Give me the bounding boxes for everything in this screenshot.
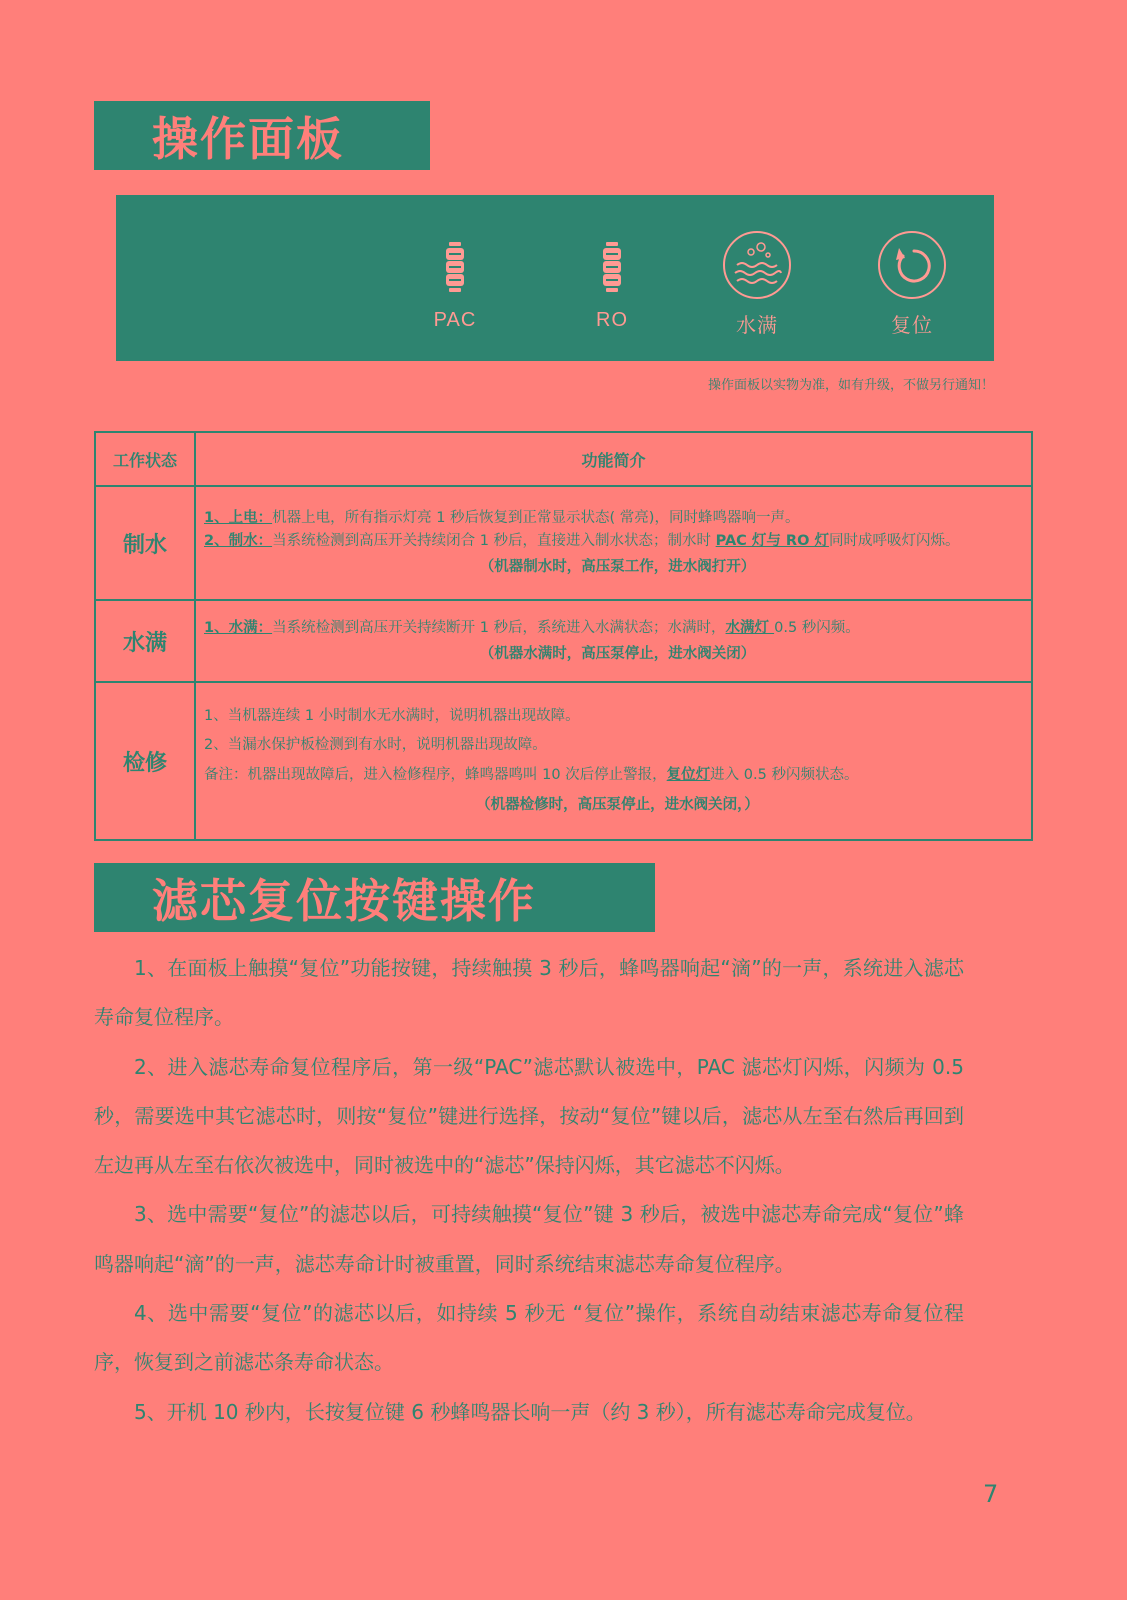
desc-line [204, 507, 1031, 529]
desc-text: 进入 0.5 秒闪频状态。 [710, 767, 859, 783]
desc-line [204, 617, 1031, 639]
reset-icon [852, 229, 972, 301]
desc-emphasis: 复位灯 [666, 767, 711, 783]
section-title-operation-panel [94, 101, 430, 170]
panel-label-pac: PAC [433, 309, 477, 331]
desc-emphasis: 水满灯 [725, 619, 775, 636]
desc-note: （机器制水时，高压泵工作，进水阀打开） [479, 559, 756, 576]
instruction-paragraph: 5、开机 10 秒内，长按复位键 6 秒蜂鸣器长响一声（约 3 秒），所有滤芯寿命完成复位。 [134, 1399, 926, 1424]
desc-label: 1、上电： [204, 510, 273, 527]
section-title-filter-reset [94, 863, 655, 932]
panel-item-water-full[interactable] [697, 195, 817, 361]
desc-label: 1、水满： [204, 619, 273, 636]
panel-item-reset[interactable] [852, 195, 972, 361]
desc-maintenance [195, 682, 1032, 840]
filter-indicator-icon [395, 229, 515, 301]
desc-text: 同时成呼吸灯闪烁。 [828, 532, 960, 549]
status-table [94, 431, 1033, 841]
water-full-icon [697, 229, 817, 301]
panel-disclaimer: 操作面板以实物为准，如有升级，不做另行通知！ [707, 378, 994, 393]
table-header-desc: 功能简介 [195, 432, 1032, 486]
table-row [95, 682, 1032, 840]
desc-line [204, 530, 1031, 552]
desc-text: 备注：机器出现故障后，进入检修程序，蜂鸣器鸣叫 10 次后停止警报， [204, 767, 667, 783]
table-row [95, 600, 1032, 682]
panel-item-pac[interactable] [395, 195, 515, 361]
desc-line [204, 761, 1031, 791]
desc-label: 2、制水： [204, 532, 273, 549]
state-making-water: 制水 [95, 486, 195, 600]
desc-note: （机器水满时，高压泵停止，进水阀关闭） [479, 646, 756, 662]
desc-emphasis: PAC 灯与 RO 灯 [715, 532, 829, 549]
section-title-text: 滤芯复位按键操作 [152, 873, 536, 928]
desc-text: 0.5 秒闪频。 [774, 619, 860, 636]
state-water-full: 水满 [95, 600, 195, 682]
operation-panel [116, 195, 994, 361]
desc-note: （机器检修时，高压泵停止，进水阀关闭，） [476, 796, 759, 813]
instruction-paragraph: 2、进入滤芯寿命复位程序后，第一级“PAC”滤芯默认被选中，PAC 滤芯灯闪烁，闪频为 0.5 秒，需要选中其它滤芯时，则按“复位”键进行选择，按动“复位”键以后，滤芯从左至右然后再回到左边再从左至右依次被选中，同时被选中的“滤芯”保持闪烁，其它滤芯不闪烁。 [94, 1054, 964, 1178]
desc-line: 1、当机器连续 1 小时制水无水满时，说明机器出现故障。 [204, 707, 580, 724]
desc-text: 当系统检测到高压开关持续断开 1 秒后，系统进入水满状态；水满时， [272, 619, 726, 636]
table-header-row [95, 432, 1032, 486]
page-number: 7 [983, 1480, 999, 1508]
filter-reset-instructions [94, 944, 964, 1437]
instruction-paragraph: 4、选中需要“复位”的滤芯以后，如持续 5 秒无 “复位”操作，系统自动结束滤芯寿命复位程序，恢复到之前滤芯条寿命状态。 [94, 1301, 964, 1375]
section-title-text: 操作面板 [152, 111, 344, 166]
desc-text: 当系统检测到高压开关持续闭合 1 秒后，直接进入制水状态；制水时 [272, 532, 716, 549]
panel-label-ro: RO [596, 309, 628, 331]
instruction-paragraph: 1、在面板上触摸“复位”功能按键，持续触摸 3 秒后，蜂鸣器响起“滴”的一声，系统进入滤芯寿命复位程序。 [94, 956, 964, 1030]
panel-label-reset: 复位 [891, 315, 933, 337]
instruction-paragraph: 3、选中需要“复位”的滤芯以后，可持续触摸“复位”键 3 秒后，被选中滤芯寿命完成“复位”蜂鸣器响起“滴”的一声，滤芯寿命计时被重置，同时系统结束滤芯寿命复位程序。 [94, 1202, 964, 1276]
panel-label-water-full: 水满 [736, 315, 778, 337]
desc-line: 2、当漏水保护板检测到有水时，说明机器出现故障。 [204, 737, 547, 754]
desc-water-full [195, 600, 1032, 682]
state-maintenance: 检修 [95, 682, 195, 840]
desc-text: 机器上电，所有指示灯亮 1 秒后恢复到正常显示状态( 常亮)，同时蜂鸣器响一声。 [272, 510, 800, 527]
filter-indicator-icon [552, 229, 672, 301]
panel-item-ro[interactable] [552, 195, 672, 361]
table-header-state: 工作状态 [95, 432, 195, 486]
desc-making-water [195, 486, 1032, 600]
table-row [95, 486, 1032, 600]
